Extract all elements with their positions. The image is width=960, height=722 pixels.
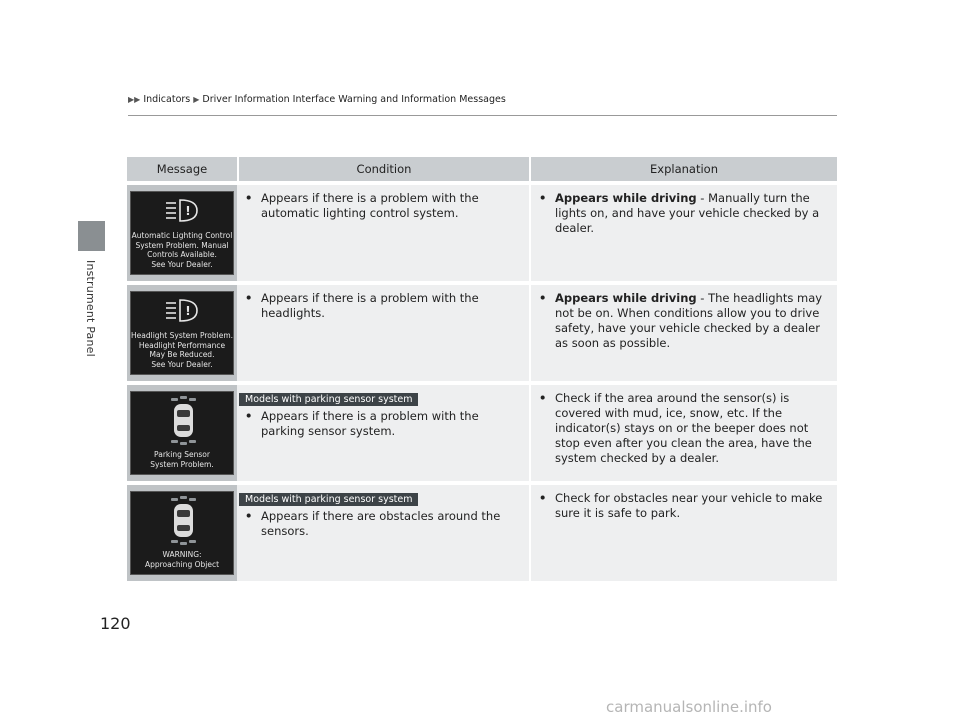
table-header xyxy=(127,157,837,181)
screen-line: See Your Dealer. xyxy=(151,359,213,369)
section-tab xyxy=(78,221,105,251)
explanation-text: - The headlights may not be on. When conditions allow you to drive safety, have your vehicle checked by a dealer as soon as possible. xyxy=(555,291,823,350)
explanation-text: - Manually turn the lights on, and have your vehicle checked by a dealer. xyxy=(555,191,820,235)
screen-message xyxy=(131,450,233,469)
bullet-icon: • xyxy=(245,291,253,305)
messages-table xyxy=(127,157,837,581)
table-row xyxy=(127,185,837,281)
parking-sensor-car-icon xyxy=(131,392,235,452)
message-screen xyxy=(130,291,234,375)
table-row xyxy=(127,485,837,581)
bullet-icon: • xyxy=(539,391,547,405)
column-header-explanation: Explanation xyxy=(529,157,837,181)
condition-cell xyxy=(237,285,529,381)
breadcrumb-item-current: Driver Information Interface Warning and Information Messages xyxy=(202,94,506,105)
headlight-warning-icon xyxy=(131,292,235,332)
column-header-message: Message xyxy=(156,162,208,176)
bullet-icon: • xyxy=(539,491,547,505)
condition-text: Appears if there are obstacles around the sensors. xyxy=(261,509,501,538)
explanation-cell xyxy=(531,485,837,581)
headlight-warning-icon xyxy=(131,192,235,232)
screen-line: System Problem. Manual xyxy=(135,240,229,250)
explanation-heading: Appears while driving xyxy=(555,191,697,205)
explanation-cell xyxy=(531,385,837,481)
svg-text:!: ! xyxy=(185,304,191,318)
message-screen-cell xyxy=(127,185,237,281)
condition-cell xyxy=(237,385,529,481)
message-screen-cell xyxy=(127,385,237,481)
condition-cell xyxy=(237,485,529,581)
bullet-icon: • xyxy=(539,191,547,205)
svg-text:!: ! xyxy=(185,204,191,218)
model-applicability-tag: Models with parking sensor system xyxy=(239,493,418,506)
bullet-icon: • xyxy=(539,291,547,305)
column-header-condition: Condition xyxy=(237,157,529,181)
bullet-icon: • xyxy=(245,191,253,205)
message-screen xyxy=(130,391,234,475)
screen-message xyxy=(131,550,233,569)
condition-text: Appears if there is a problem with the automatic lighting control system. xyxy=(261,191,479,220)
screen-line: Headlight Performance xyxy=(138,340,226,350)
screen-line: System Problem. xyxy=(150,459,214,469)
bullet-icon: • xyxy=(245,509,253,523)
breadcrumb-item-indicators[interactable]: Indicators xyxy=(143,94,191,105)
message-screen xyxy=(130,191,234,275)
breadcrumb xyxy=(128,94,506,105)
screen-message xyxy=(131,331,233,369)
section-label: Instrument Panel xyxy=(84,260,97,357)
breadcrumb-arrow-icon: ▶▶ xyxy=(128,94,141,104)
screen-line: See Your Dealer. xyxy=(151,259,213,269)
screen-line: May Be Reduced. xyxy=(149,350,215,359)
screen-line: Headlight System Problem. xyxy=(131,331,234,340)
screen-line: Controls Available. xyxy=(147,250,217,259)
screen-line: WARNING: xyxy=(162,550,202,559)
condition-cell xyxy=(237,185,529,281)
screen-line: Approaching Object xyxy=(144,559,220,569)
condition-text: Appears if there is a problem with the headlights. xyxy=(261,291,479,320)
explanation-cell xyxy=(531,285,837,381)
message-screen xyxy=(130,491,234,575)
screen-line: Parking Sensor xyxy=(154,450,210,459)
model-applicability-tag: Models with parking sensor system xyxy=(239,393,418,406)
explanation-text: Check if the area around the sensor(s) is covered with mud, ice, snow, etc. If the indicator(s) stays on or the beeper does not stop even after you clean the area, have the system checked by a dealer. xyxy=(555,391,812,465)
message-screen-cell xyxy=(127,285,237,381)
page-number: 120 xyxy=(100,614,131,633)
watermark: carmanualsonline.info xyxy=(606,698,772,716)
header-rule xyxy=(128,115,837,116)
table-row xyxy=(127,285,837,381)
explanation-cell xyxy=(531,185,837,281)
breadcrumb-arrow-icon: ▶ xyxy=(193,94,200,104)
condition-text: Appears if there is a problem with the parking sensor system. xyxy=(261,409,479,438)
parking-sensor-car-icon xyxy=(131,492,235,552)
screen-message xyxy=(131,231,233,269)
screen-line: Automatic Lighting Control xyxy=(131,231,233,240)
message-screen-cell xyxy=(127,485,237,581)
explanation-text: Check for obstacles near your vehicle to make sure it is safe to park. xyxy=(555,491,823,520)
explanation-heading: Appears while driving xyxy=(555,291,697,305)
bullet-icon: • xyxy=(245,409,253,423)
table-row xyxy=(127,385,837,481)
